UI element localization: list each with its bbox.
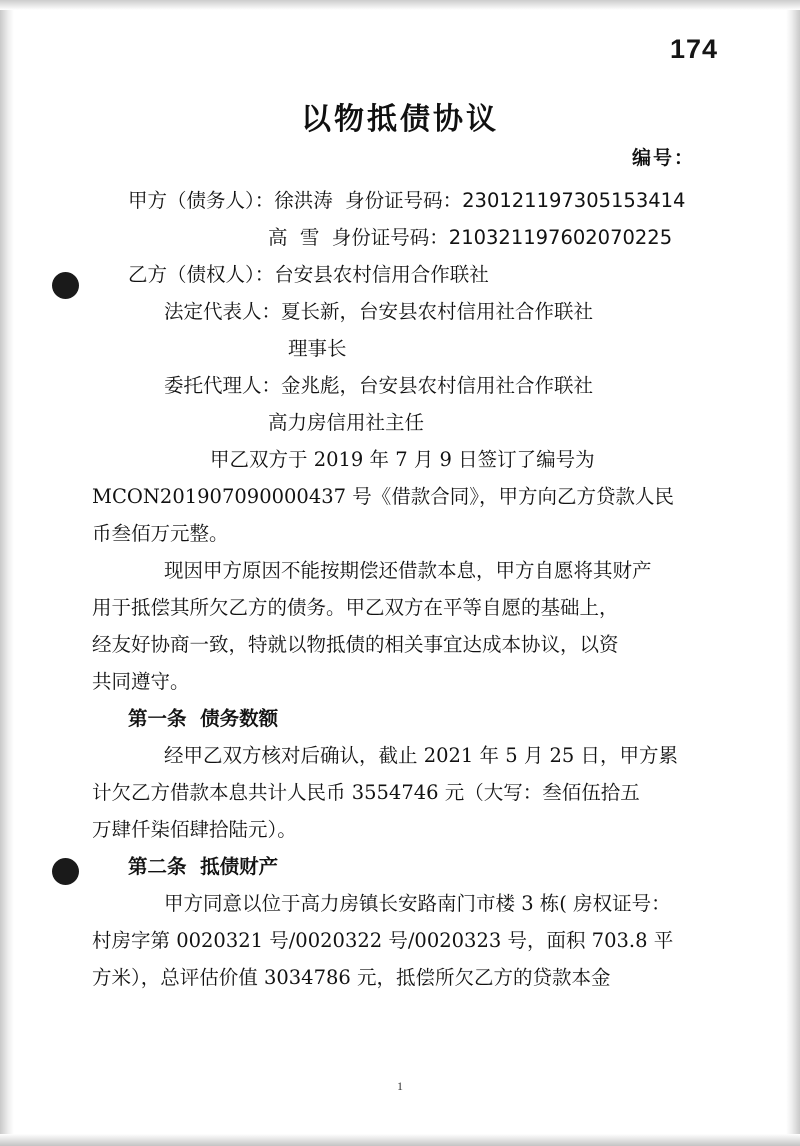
body-line: 理事长 [288,337,347,360]
section-heading-2: 第二条 抵债财产 [128,855,279,878]
body-line: 高 雪 身份证号码：210321197602070225 [268,226,673,249]
body-line: 法定代表人：夏长新，台安县农村信用社合作联社 [164,300,594,323]
document-body [92,182,708,996]
body-line: 共同遵守。 [92,670,190,693]
body-line: 高力房信用社主任 [268,411,425,434]
scan-edge-top [0,0,800,10]
body-line: 乙方（债权人）：台安县农村信用合作联社 [128,263,489,286]
body-line: MCON201907090000437 号《借款合同》，甲方向乙方贷款人民 [92,485,674,508]
scan-edge-right [786,0,800,1146]
document-title: 以物抵债协议 [301,102,499,137]
binding-hole-icon [52,272,79,299]
binding-hole-icon [52,858,79,885]
body-line: 经甲乙双方核对后确认，截止 2021 年 5 月 25 日，甲方累 [164,744,679,767]
body-line: 万肆仟柒佰肆拾陆元）。 [92,818,297,841]
section-heading-1: 第一条 债务数额 [128,707,279,730]
body-line: 用于抵偿其所欠乙方的债务。甲乙双方在平等自愿的基础上， [92,596,619,619]
body-line: 委托代理人：金兆彪，台安县农村信用社合作联社 [164,374,594,397]
body-line: 现因甲方原因不能按期偿还借款本息，甲方自愿将其财产 [164,559,652,582]
scan-edge-bottom [0,1134,800,1146]
body-line: 币叁佰万元整。 [92,522,229,545]
footer-page-number: 1 [397,1079,403,1093]
serial-number-label: 编号： [631,147,695,169]
body-line: 计欠乙方借款本息共计人民币 3554746 元（大写：叁佰伍拾五 [92,781,640,804]
body-line: 甲方（债务人）：徐洪涛 身份证号码：230121197305153414 [128,189,686,212]
body-line: 方米），总评估价值 3034786 元，抵偿所欠乙方的贷款本金 [92,966,611,989]
scan-edge-left [0,0,14,1146]
body-line: 经友好协商一致，特就以物抵债的相关事宜达成本协议，以资 [92,633,619,656]
body-line: 甲方同意以位于高力房镇长安路南门市楼 3 栋( 房权证号： [164,892,671,915]
body-line: 甲乙双方于 2019 年 7 月 9 日签订了编号为 [210,448,595,471]
body-line: 村房字第 0020321 号/0020322 号/0020323 号，面积 703.8 平 [92,929,674,952]
page-number-stamp: 174 [669,34,718,64]
